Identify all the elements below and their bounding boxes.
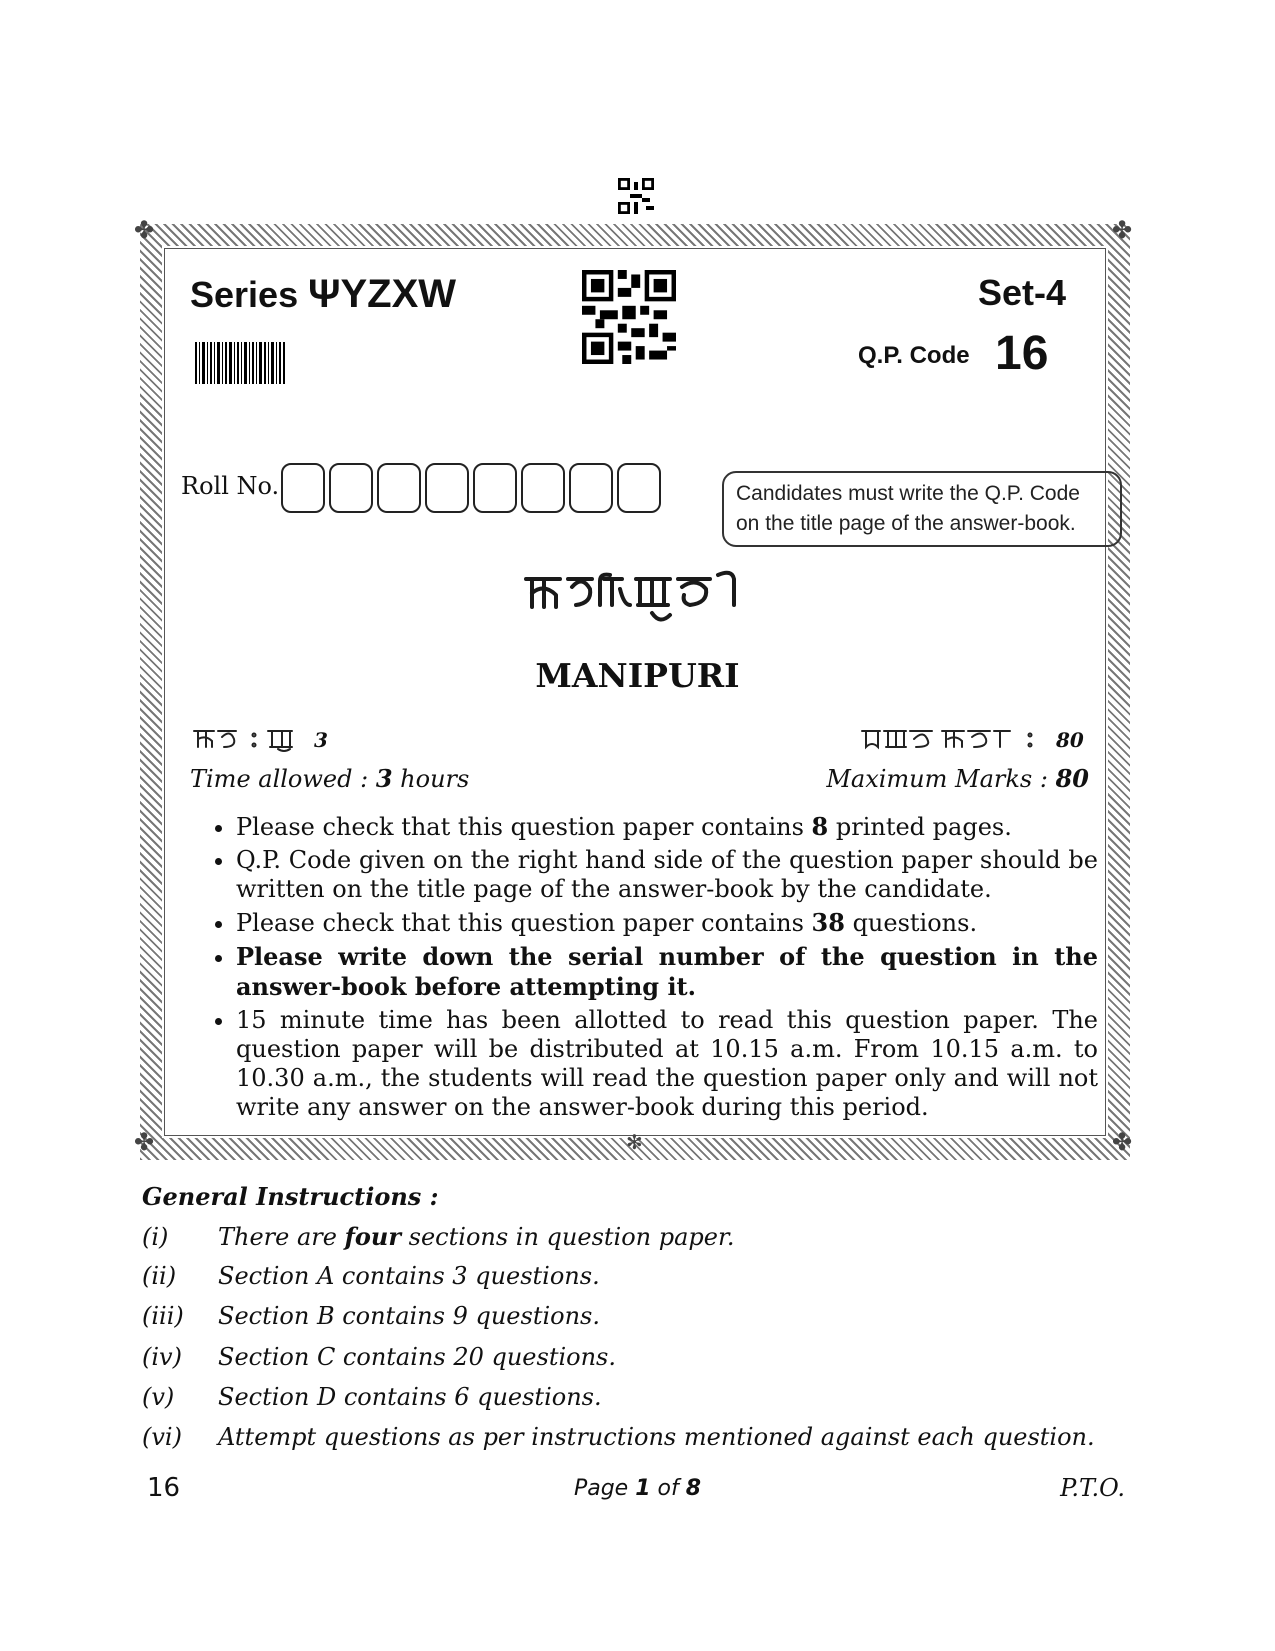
time-allowed-unit: hours — [392, 765, 470, 793]
general-instruction-item: (i) There are four sections in question paper. — [142, 1222, 735, 1251]
notice-line-1: Candidates must write the Q.P. Code — [736, 482, 1080, 505]
roll-number-box[interactable] — [377, 463, 421, 513]
corner-ornament-icon: ✤ — [134, 216, 155, 244]
qp-code-value: 16 — [995, 327, 1049, 380]
time-allowed-label: Time allowed : — [190, 765, 376, 793]
roll-number-box[interactable] — [281, 463, 325, 513]
series-label: Series — [190, 274, 299, 315]
native-marks-value: 80 — [1056, 728, 1084, 752]
page-number: Page 1 of 8 — [573, 1476, 702, 1501]
general-instruction-item: (vi) Attempt questions as per instructions mentioned against each question. — [142, 1423, 1095, 1451]
native-maximum-marks — [860, 725, 1092, 753]
instruction-item: • Please write down the serial number of the question in the answer-book before attempting it. — [236, 942, 1098, 1002]
center-ornament-icon: ✻ — [626, 1130, 643, 1154]
native-time-allowed — [192, 725, 362, 753]
instruction-item: • Please check that this question paper contains 38 questions. — [236, 908, 1098, 938]
instruction-item: • Q.P. Code given on the right hand side of the question paper should be written on the title page of the answer-book by the candidate. — [236, 846, 1098, 904]
roll-number-label: Roll No. — [181, 472, 280, 500]
roll-number-box[interactable] — [521, 463, 565, 513]
series-code — [190, 272, 456, 317]
roll-number-boxes — [281, 463, 665, 513]
notice-line-2: on the title page of the answer-book. — [736, 512, 1076, 535]
qp-code-label: Q.P. Code — [858, 342, 970, 369]
footer-qp-code: 16 — [147, 1473, 181, 1503]
maximum-marks-value: 80 — [1055, 764, 1089, 793]
roll-number-box[interactable] — [425, 463, 469, 513]
time-allowed-value: 3 — [375, 764, 393, 793]
roll-number-box[interactable] — [569, 463, 613, 513]
series-value: ΨYZXW — [308, 272, 457, 316]
roll-number-box[interactable] — [329, 463, 373, 513]
barcode — [195, 342, 285, 384]
subject-title: MANIPURI — [535, 656, 740, 695]
instruction-item: • Please check that this question paper contains 8 printed pages. — [236, 812, 1098, 842]
general-instruction-item: (iv) Section C contains 20 questions. — [142, 1343, 616, 1371]
qp-code-notice — [722, 471, 1122, 547]
general-instruction-item: (v) Section D contains 6 questions. — [142, 1383, 602, 1411]
maximum-marks — [826, 764, 1089, 793]
qr-code — [582, 270, 676, 364]
pto-label: P.T.O. — [1060, 1474, 1125, 1502]
general-instruction-item: (iii) Section B contains 9 questions. — [142, 1302, 600, 1330]
small-qr-code — [618, 178, 654, 214]
corner-ornament-icon: ✤ — [1112, 1128, 1133, 1156]
corner-ornament-icon: ✤ — [134, 1128, 155, 1156]
instruction-item: • 15 minute time has been allotted to read this question paper. The question paper will be distributed at 10.15 a.m. From 10.15 a.m. to 10.30 a.m., the students will read the question paper only and will not write any answer on the answer-book during this period. — [236, 1006, 1098, 1122]
maximum-marks-label: Maximum Marks : — [826, 765, 1056, 793]
candidate-instructions — [198, 812, 1098, 1126]
general-instruction-item: (ii) Section A contains 3 questions. — [142, 1262, 600, 1290]
general-instructions-heading: General Instructions : — [142, 1182, 439, 1211]
native-script-title — [520, 565, 750, 637]
roll-number-box[interactable] — [473, 463, 517, 513]
time-allowed — [190, 764, 469, 793]
roll-number-box[interactable] — [617, 463, 661, 513]
corner-ornament-icon: ✤ — [1112, 216, 1133, 244]
set-number: Set-4 — [978, 272, 1067, 313]
native-time-value: 3 — [314, 728, 328, 752]
